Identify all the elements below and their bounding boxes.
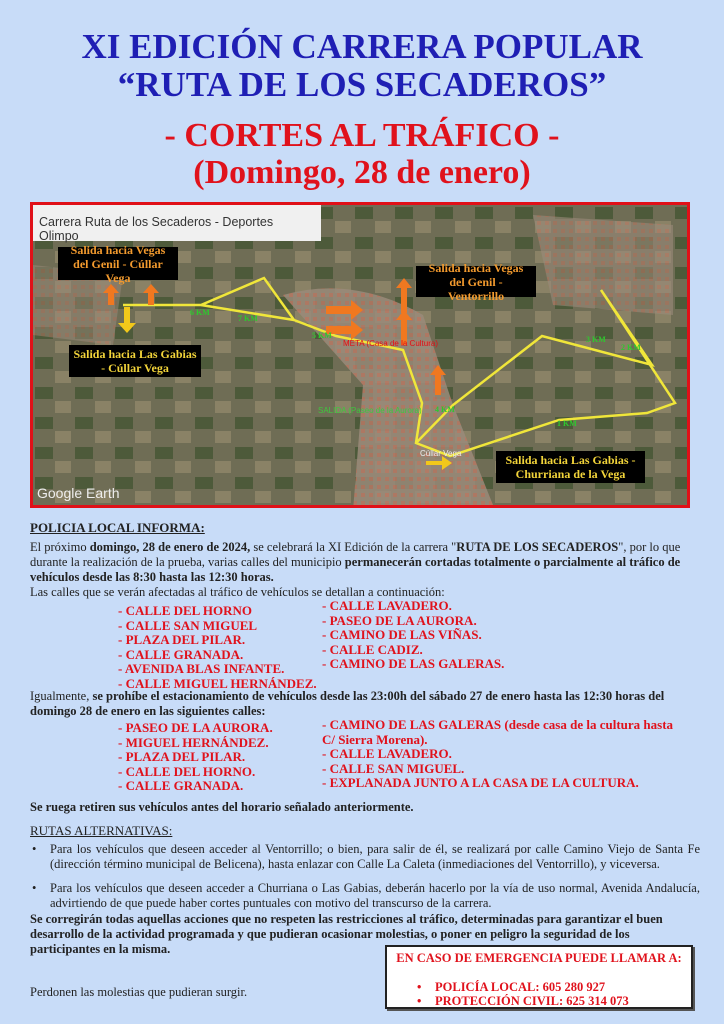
parking-streets-right (322, 718, 682, 791)
list-item: - CALLE SAN MIGUEL. (322, 760, 465, 776)
text-bold: RUTA DE LOS SECADEROS (456, 540, 619, 554)
emergency-heading: EN CASO DE EMERGENCIA PUEDE LLAMAR A: (396, 951, 682, 965)
info-paragraph (30, 540, 700, 585)
info-heading: POLICIA LOCAL INFORMA: (30, 520, 205, 535)
list-item: - CALLE GRANADA. (118, 778, 244, 793)
closed-streets-right (322, 599, 504, 672)
list-item: - CALLE CADIZ. (322, 641, 423, 657)
km-marker-2: 2 KM (621, 343, 641, 352)
list-item: - PLAZA DEL PILAR. (118, 749, 246, 764)
emergency-box (385, 945, 693, 1009)
closed-streets-left (118, 604, 317, 691)
km-marker-7: 7 KM (238, 314, 258, 323)
contact-proteccion-civil: • PROTECCIÓN CIVIL: 625 314 073 (415, 994, 691, 1008)
text-bold: domingo, 28 de enero de 2024, (89, 540, 251, 554)
km-marker-6: 6 KM (190, 308, 210, 317)
warning-paragraph: Se corregirán todas aquellas acciones que no respeten las restricciones al tráfico, determinadas para garantizar el buen desarrollo de la actividad programada y que pudieran ocasionar molestias, o poner en peligro la seguridad de los participantes en la misma. (30, 912, 663, 956)
list-item: - CAMINO DE LAS GALERAS. (322, 656, 505, 671)
list-item: - CALLE DEL HORNO. (118, 763, 256, 779)
list-item: - AVENIDA BLAS INFANTE. (118, 661, 285, 676)
map-title: Carrera Ruta de los Secaderos - Deportes Olimpo (33, 205, 321, 241)
route-map (30, 202, 690, 508)
start-label: SALIDA (Paseo de la Aurora) (318, 406, 422, 415)
list-item: - CAMINO DE LAS VIÑAS. (322, 627, 482, 642)
list-item: - EXPLANADA JUNTO A LA CASA DE LA CULTURA. (322, 775, 639, 790)
km-marker-1: 1 KM (557, 419, 577, 428)
list-item: - PASEO DE LA AURORA. (322, 612, 477, 628)
list-item: - CALLE DEL HORNO (118, 603, 252, 618)
remove-vehicles-note: Se ruega retiren sus vehículos antes del horario señalado anteriormente. (30, 800, 414, 814)
list-item: • Para los vehículos que deseen acceder a Churriana o Las Gabias, deberán hacerlo por la vía de uso normal, Avenida Andalucía, advirtiendo de que puede haber cortes puntuales con motivo del transcurso de la carrera. (30, 881, 700, 911)
label-gabias-cullar: Salida hacia Las Gabias - Cúllar Vega (69, 345, 201, 377)
list-item: - PLAZA DEL PILAR. (118, 632, 246, 647)
subtitle-cortes: - CORTES AL TRÁFICO - (164, 117, 560, 154)
google-earth-logo: Google Earth (37, 485, 120, 501)
list-item: - CALLE MIGUEL HERNÁNDEZ. (118, 675, 317, 691)
label-vegas-cullar: Salida hacia Vegas del Genil - Cúllar Vega (58, 247, 178, 280)
list-item: - CAMINO DE LAS GALERAS (desde casa de la cultura hasta C/ Sierra Morena). (322, 717, 674, 747)
finish-label: META (Casa de la Cultura) (343, 339, 438, 348)
list-item: - CALLE LAVADERO. (322, 598, 452, 613)
km-marker-4: 4 KM (435, 405, 455, 414)
text-bold: se prohíbe el estacionamiento de vehículos desde las 23:00h del sábado 27 de enero hasta las 12:30 horas del domingo 28 de enero en las siguientes calles: (30, 689, 665, 718)
label-gabias-churriana: Salida hacia Las Gabias - Churriana de la Vega (496, 451, 645, 483)
km-marker-3: 3 KM (586, 335, 606, 344)
title-line-2: “RUTA DE LOS SECADEROS” (117, 65, 607, 104)
km-marker-5: 5 KM (312, 331, 332, 340)
list-item: - CALLE GRANADA. (118, 646, 244, 662)
alternative-routes-list (30, 842, 700, 920)
title-line-1: XI EDICIÓN CARRERA POPULAR (81, 27, 643, 66)
list-item: - MIGUEL HERNÁNDEZ. (118, 734, 269, 750)
subtitle-date: (Domingo, 28 de enero) (193, 154, 531, 191)
contact-policia: • POLICÍA LOCAL: 605 280 927 (415, 980, 691, 994)
list-item: • Para los vehículos que deseen acceder al Ventorrillo; o bien, para salir de él, se realizará por calle Camino Viejo de Santa Fe (dirección término municipal de Belicena), hasta enlazar con Calle La Caleta (inmediaciones del Ventorrillo), y viceversa. (30, 842, 700, 872)
parking-paragraph (30, 689, 700, 719)
list-item: - CALLE LAVADERO. (322, 746, 452, 761)
parking-streets-left (118, 721, 273, 794)
town-label: Cúllar Vega (420, 449, 462, 458)
text: ", por lo que durante la realización de la prueba, varias calles del municipio (30, 540, 681, 569)
label-vegas-ventorrillo: Salida hacia Vegas del Genil - Ventorrillo (416, 266, 536, 297)
text-bold: permanecerán cortadas totalmente o parcialmente al tráfico de vehículos desde las 8:30 hasta las 12:30 horas. (30, 555, 681, 584)
routes-heading: RUTAS ALTERNATIVAS: (30, 823, 173, 838)
affected-intro: Las calles que se verán afectadas al tráfico de vehículos se detallan a continuación: (30, 585, 445, 599)
list-item: - PASEO DE LA AURORA. (118, 720, 273, 735)
text: El próximo (30, 540, 90, 554)
text: Igualmente, (30, 689, 93, 703)
apology-text: Perdonen las molestias que pudieran surgir. (30, 985, 248, 999)
list-item: - CALLE SAN MIGUEL (118, 617, 258, 633)
text: se celebrará la XI Edición de la carrera " (250, 540, 457, 554)
